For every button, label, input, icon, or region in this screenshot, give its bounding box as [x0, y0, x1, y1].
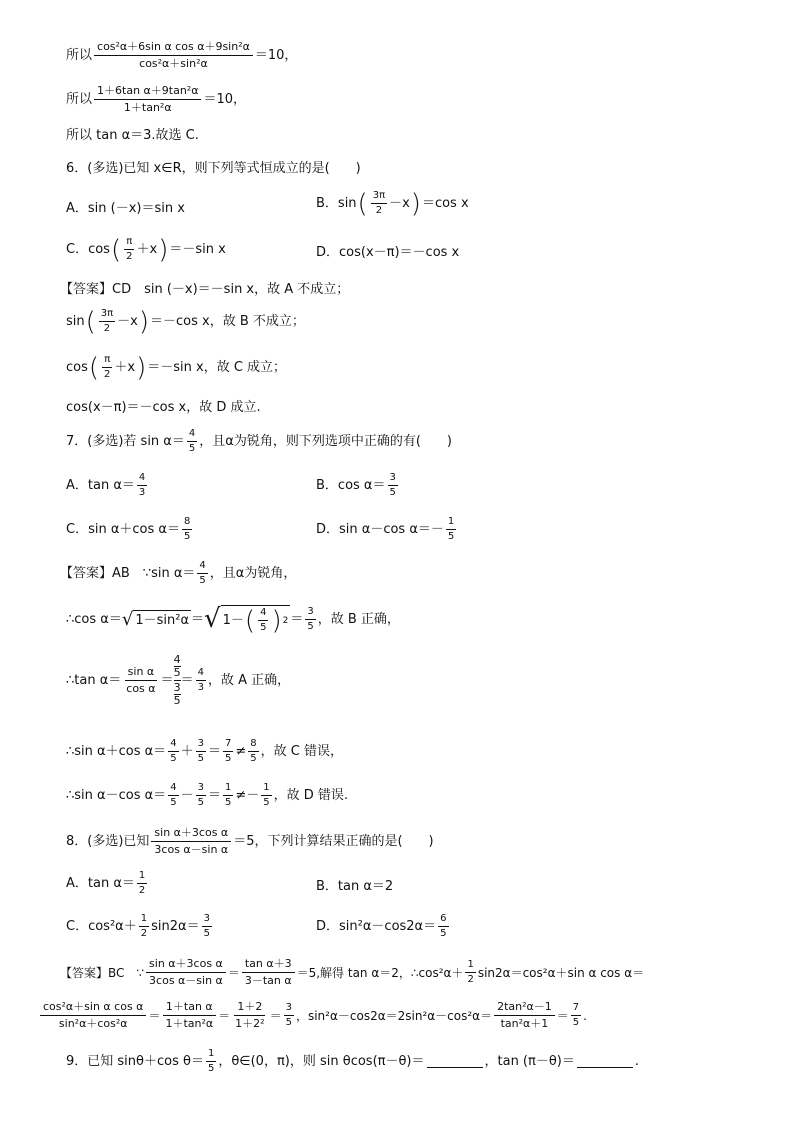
denominator: 5 — [224, 797, 232, 808]
q8-option-d — [316, 913, 451, 940]
denominator: 2 — [104, 369, 111, 380]
fraction — [139, 913, 149, 940]
fraction — [124, 236, 134, 263]
text: ，故 B 正确， — [317, 611, 400, 627]
right-paren: ) — [138, 306, 150, 337]
numerator: 4 — [168, 738, 178, 752]
text: 【答案】BC ∵ — [60, 965, 145, 980]
text: ＝ — [556, 1008, 569, 1023]
right-paren: ) — [158, 234, 169, 265]
fraction — [571, 1002, 581, 1029]
text: －x — [117, 313, 138, 329]
text: B．cos α＝ — [316, 477, 386, 493]
denominator: 5 — [170, 753, 177, 764]
text: C．sin α＋cos α＝ — [66, 521, 180, 537]
left-paren: ( — [85, 306, 96, 337]
left-paren: ( — [357, 188, 368, 219]
answer-blank-1[interactable] — [427, 1055, 483, 1068]
numerator: 7 — [223, 738, 233, 752]
q6-answer-1 — [60, 282, 349, 298]
denominator: 5 — [199, 575, 206, 586]
numerator: 3 — [305, 606, 315, 620]
left-paren: ( — [244, 605, 256, 636]
text: cos — [66, 359, 88, 375]
q8-option-b — [316, 879, 393, 895]
text: A．tan α＝ — [66, 875, 135, 891]
text: ＝－sin x — [169, 241, 226, 257]
fraction — [371, 190, 387, 217]
radicand: 1－sin²α — [133, 610, 191, 630]
denominator: 5 — [440, 928, 447, 939]
fraction — [94, 84, 201, 115]
right-paren: ) — [410, 188, 421, 219]
text: 【答案】CD sin (－x)＝－sin x，故 A 不成立； — [60, 282, 350, 297]
fraction — [146, 957, 226, 988]
text: 8．(多选)已知 — [66, 833, 150, 849]
q7-answer-2 — [66, 605, 400, 634]
text: ，故 C 错误， — [260, 743, 343, 759]
radical-sign: √ — [204, 604, 221, 634]
text: cos(x－π)＝－cos x，故 D 成立. — [66, 400, 261, 415]
numerator: 3 — [173, 681, 181, 694]
denominator: 2 — [103, 323, 111, 334]
square-root — [204, 605, 290, 634]
denominator: 5 — [207, 1063, 215, 1074]
denominator: 5 — [263, 797, 270, 808]
fraction — [223, 738, 233, 765]
q7-option-d — [316, 516, 458, 543]
text: D．cos(x－π)＝－cos x — [316, 245, 460, 260]
text: ＝5，下列计算结果正确的是( ) — [233, 833, 434, 849]
text: ＝ — [207, 787, 221, 803]
text: ∴sin α＋cos α＝ — [66, 743, 167, 759]
numerator: 3 — [202, 913, 212, 927]
fraction — [388, 472, 398, 499]
denominator: cos²α＋sin²α — [139, 57, 208, 70]
text: 所以 tan α＝3.故选 C. — [66, 128, 199, 143]
fraction — [446, 516, 456, 543]
q6-option-b — [316, 190, 469, 217]
left-paren: ( — [88, 352, 100, 383]
text: ＝ — [290, 611, 304, 627]
text: D．sin α－cos α＝－ — [316, 521, 444, 537]
text: . — [634, 1053, 639, 1069]
text: 所以 — [66, 47, 93, 63]
denominator: 5 — [224, 753, 232, 764]
numerator: 8 — [248, 738, 258, 752]
text: ，故 A 正确， — [207, 672, 291, 688]
numerator: 1 — [223, 782, 233, 796]
fraction — [465, 959, 475, 986]
q7-answer-3 — [66, 654, 290, 707]
fraction — [196, 738, 206, 765]
text: －x — [389, 195, 410, 211]
numerator: 4 — [197, 560, 207, 574]
numerator: 3 — [388, 472, 398, 486]
fraction — [202, 913, 212, 940]
denominator: 5 — [203, 928, 210, 939]
fraction — [196, 782, 206, 809]
denominator: sin²α＋cos²α — [58, 1017, 128, 1030]
square-root — [122, 610, 191, 630]
denominator: 5 — [170, 797, 177, 808]
q6-stem — [66, 161, 361, 177]
text: 9．已知 sinθ＋cos θ＝ — [66, 1053, 204, 1069]
numerator: 1 — [206, 1048, 216, 1062]
denominator: 3 — [197, 682, 204, 693]
q7-stem — [66, 428, 452, 455]
q7-answer-4 — [66, 738, 343, 765]
fraction — [196, 667, 206, 694]
text: ≠ — [235, 743, 247, 759]
q8-option-c — [66, 913, 214, 940]
fraction — [137, 472, 147, 499]
text: 所以 — [66, 91, 93, 107]
numerator: 3π — [99, 308, 115, 322]
fraction — [284, 1002, 294, 1029]
text: ＝ — [160, 672, 174, 688]
text: D．sin²α－cos2α＝ — [316, 918, 437, 934]
fraction — [168, 782, 178, 809]
q6-answer-3 — [66, 354, 286, 381]
denominator: 5 — [285, 1017, 292, 1028]
numerator: tan α＋3 — [242, 957, 295, 973]
text: B．tan α＝2 — [316, 879, 394, 894]
denominator: 3－tan α — [244, 974, 292, 987]
text: ＝10， — [203, 91, 247, 107]
numerator: sin α＋3cos α — [146, 957, 226, 973]
denominator: 2 — [140, 928, 148, 939]
text: ，故 D 错误. — [273, 787, 349, 803]
denominator: 5 — [183, 531, 191, 542]
text: ∴tan α＝ — [66, 672, 122, 688]
text: ＝cos x — [421, 195, 469, 211]
radical-sign: √ — [121, 608, 134, 630]
q7-answer-1 — [60, 560, 296, 587]
denominator: 5 — [197, 753, 204, 764]
denominator: tan²α＋1 — [500, 1017, 549, 1030]
denominator: 1＋tan²α — [165, 1017, 214, 1030]
q7-answer-5 — [66, 782, 348, 809]
right-paren: ) — [136, 352, 147, 383]
numerator: 1 — [446, 516, 456, 530]
text: 6．(多选)已知 x∈R，则下列等式恒成立的是( ) — [66, 161, 361, 176]
text: ＋x — [114, 359, 136, 375]
denominator: 1＋tan²α — [123, 101, 172, 114]
line-2 — [66, 84, 246, 115]
numerator: 4 — [173, 653, 181, 666]
fraction — [305, 606, 315, 633]
radicand — [221, 605, 291, 634]
fraction — [258, 607, 268, 634]
fraction — [206, 1048, 216, 1075]
fraction — [248, 738, 258, 765]
denominator: 5 — [260, 622, 267, 633]
fraction — [242, 957, 295, 988]
denominator: 2 — [138, 885, 146, 896]
fraction — [123, 665, 158, 696]
q7-option-b — [316, 472, 400, 499]
numerator: π — [124, 236, 134, 250]
q9-stem — [66, 1048, 639, 1075]
q8-option-a — [66, 870, 149, 897]
denominator: 2 — [375, 205, 383, 216]
denominator: 1＋2² — [235, 1017, 265, 1030]
q8-stem — [66, 826, 434, 857]
q6-option-d — [316, 245, 459, 261]
text: ＝ — [191, 611, 205, 627]
text: 【答案】AB ∵sin α＝ — [60, 565, 196, 581]
denominator: 5 — [447, 531, 455, 542]
text: 7．(多选)若 sin α＝ — [66, 433, 185, 449]
text: C．cos — [66, 241, 110, 257]
numerator: 3 — [196, 782, 206, 796]
denominator: 5 — [307, 621, 314, 632]
denominator: 3cos α－sin α — [149, 974, 223, 987]
numerator: π — [102, 354, 112, 368]
fraction — [99, 308, 115, 335]
numerator: 3π — [371, 190, 387, 204]
q8-answer-2 — [38, 1000, 587, 1031]
left-paren: ( — [110, 234, 122, 265]
numerator: 1 — [137, 870, 147, 884]
text: 1－ — [222, 612, 244, 628]
denominator: 5 — [188, 443, 196, 454]
numerator: 1＋2 — [234, 1000, 265, 1016]
fraction — [438, 913, 448, 940]
numerator: 4 — [258, 607, 268, 621]
numerator: 2tan²α－1 — [494, 1000, 555, 1016]
text: ∴cos α＝ — [66, 611, 122, 627]
q7-option-c — [66, 516, 194, 543]
line-1 — [66, 40, 297, 71]
q6-option-c — [66, 236, 226, 263]
text: ＝－cos x，故 B 不成立； — [150, 313, 305, 329]
fraction — [187, 428, 197, 455]
numerator: cos²α＋6sin α cos α＋9sin²α — [94, 40, 253, 56]
numerator: 3 — [284, 1002, 294, 1016]
q6-answer-2 — [66, 308, 305, 335]
exponent: 2 — [282, 615, 289, 626]
text: sin — [66, 313, 85, 329]
numerator: 1 — [465, 959, 475, 973]
text: B．sin — [316, 195, 357, 211]
fraction — [102, 354, 112, 381]
numerator: 4 — [137, 472, 147, 486]
numerator: cos²α＋sin α cos α — [40, 1000, 146, 1016]
right-paren: ) — [271, 605, 282, 636]
text: ＋ — [180, 743, 194, 759]
numerator: 4 — [196, 667, 206, 681]
q8-answer-1 — [60, 957, 644, 988]
denominator: 5 — [197, 797, 204, 808]
fraction — [182, 516, 192, 543]
text: ＝5,解得 tan α＝2，∴cos²α＋ — [296, 965, 464, 980]
numerator: 1＋6tan α＋9tan²α — [94, 84, 201, 100]
fraction — [151, 826, 231, 857]
text: － — [180, 787, 194, 803]
fraction — [168, 738, 178, 765]
q6-option-a — [66, 201, 185, 217]
text: ＝ — [207, 743, 221, 759]
answer-blank-2[interactable] — [577, 1055, 633, 1068]
text: ，且α为锐角，则下列选项中正确的有( ) — [199, 433, 452, 449]
denominator: 5 — [173, 694, 181, 707]
text: ，且α为锐角， — [209, 565, 297, 581]
text: A．sin (－x)＝sin x — [66, 201, 185, 216]
numerator: 8 — [182, 516, 192, 530]
denominator: 2 — [126, 251, 133, 262]
text: sin2α＝ — [151, 918, 200, 934]
numerator: 1 — [139, 913, 149, 927]
numerator: 1＋tan α — [163, 1000, 216, 1016]
line-3 — [66, 128, 199, 144]
q7-option-a — [66, 472, 149, 499]
text: ＝ — [218, 1008, 231, 1023]
fraction — [197, 560, 207, 587]
text: ＝10， — [254, 47, 298, 63]
text: ≠－ — [235, 787, 260, 803]
text: ，tan (π－θ)＝ — [484, 1053, 575, 1069]
text: sin2α＝cos²α＋sin α cos α＝ — [477, 965, 645, 980]
fraction — [94, 40, 253, 71]
fraction — [494, 1000, 555, 1031]
denominator: 5 — [572, 1017, 580, 1028]
text: ＝ — [227, 965, 240, 980]
denominator: 2 — [467, 974, 474, 985]
text: ＋x — [136, 241, 158, 257]
fraction — [223, 782, 233, 809]
numerator: 3 — [196, 738, 206, 752]
denominator: 5 — [250, 753, 257, 764]
denominator: 3 — [138, 487, 146, 498]
text: A．tan α＝ — [66, 477, 135, 493]
numerator: 7 — [571, 1002, 581, 1016]
text: ＝ — [269, 1008, 282, 1023]
text: ＝－sin x，故 C 成立； — [147, 359, 287, 375]
denominator: 3cos α－sin α — [154, 843, 229, 856]
fraction — [261, 782, 271, 809]
text: . — [583, 1008, 587, 1023]
numerator: 6 — [438, 913, 448, 927]
fraction — [40, 1000, 146, 1031]
denominator: cos α — [126, 682, 156, 695]
text: C．cos²α＋ — [66, 918, 137, 934]
numerator: 1 — [261, 782, 271, 796]
fraction — [162, 1000, 216, 1031]
fraction — [137, 870, 147, 897]
numerator: 4 — [168, 782, 178, 796]
fraction — [232, 1000, 267, 1031]
text: ，sin²α－cos2α＝2sin²α－cos²α＝ — [295, 1008, 493, 1023]
text: ∴sin α－cos α＝ — [66, 787, 167, 803]
compound-fraction — [174, 654, 181, 707]
numerator: sin α — [125, 665, 158, 681]
numerator: sin α＋3cos α — [151, 826, 231, 842]
text: ，θ∈(0，π)，则 sin θcos(π－θ)＝ — [218, 1053, 425, 1069]
numerator: 4 — [187, 428, 197, 442]
text: ＝ — [180, 672, 194, 688]
denominator: 5 — [389, 487, 396, 498]
q6-answer-4 — [66, 400, 261, 416]
denominator: 5 — [173, 666, 181, 679]
text: ＝ — [148, 1008, 161, 1023]
